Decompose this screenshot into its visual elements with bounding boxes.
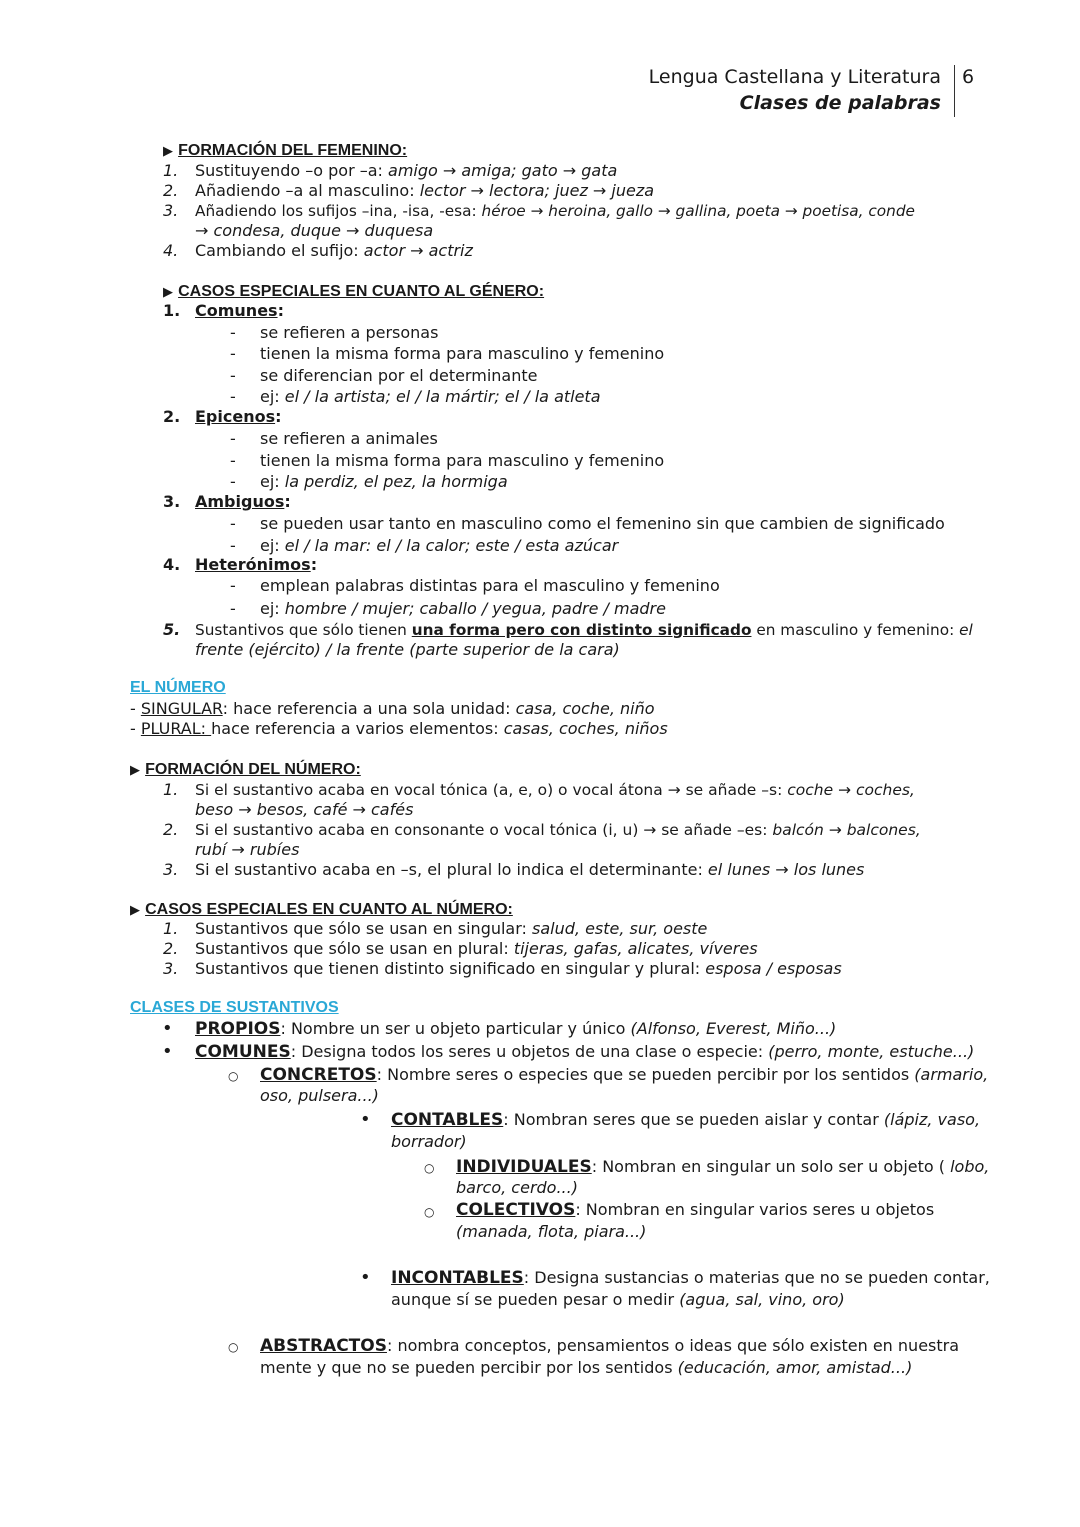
section-espnum-title: ▶ CASOS ESPECIALES EN CUANTO AL NÚMERO: — [130, 901, 513, 918]
header-divider — [954, 65, 955, 117]
list-number: 1. — [163, 919, 179, 938]
list-item: Sustituyendo –o por –a: amigo → amiga; gato → gata — [195, 161, 618, 180]
bullet-icon: • — [360, 1267, 371, 1288]
dash-marker: - — [230, 472, 236, 491]
header-topic: Clases de palabras — [739, 92, 941, 114]
dash-marker: - — [230, 344, 236, 363]
arrow-right-icon: ▶ — [163, 285, 173, 300]
list-item-continuation: rubí → rubíes — [195, 840, 300, 859]
list-item: Si el sustantivo acaba en consonante o vocal tónica (i, u) → se añade –es: balcón → balcones, — [195, 821, 921, 839]
comunes-item: COMUNES: Designa todos los seres u objetos de una clase o especie: (perro, monte, estuche...) — [195, 1042, 975, 1062]
dash-marker: - — [230, 387, 236, 406]
contables-item: CONTABLES: Nombran seres que se pueden aislar y contar (lápiz, vaso, — [391, 1110, 981, 1130]
example-line: ej: hombre / mujer; caballo / yegua, padre / madre — [260, 599, 666, 618]
circle-bullet-icon: ○ — [424, 1161, 435, 1175]
incontables-item: INCONTABLES: Designa sustancias o materias que no se pueden contar, — [391, 1268, 990, 1288]
example-line: ej: el / la artista; el / la mártir; el / la atleta — [260, 387, 601, 406]
header-subject: Lengua Castellana y Literatura — [648, 66, 941, 88]
detail-line: emplean palabras distintas para el masculino y femenino — [260, 576, 720, 595]
section-clases-title: CLASES DE SUSTANTIVOS — [130, 999, 339, 1016]
list-number: 2. — [163, 820, 179, 839]
detail-line: se pueden usar tanto en masculino como el femenino sin que cambien de significado — [260, 514, 945, 533]
list-number: 4. — [163, 241, 179, 260]
abstractos-item: ABSTRACTOS: nombra conceptos, pensamientos o ideas que sólo existen en nuestra — [260, 1336, 960, 1356]
concretos-continuation: oso, pulsera...) — [260, 1086, 379, 1105]
detail-line: se diferencian por el determinante — [260, 366, 538, 385]
concretos-item: CONCRETOS: Nombre seres o especies que se pueden percibir por los sentidos (armario, — [260, 1065, 989, 1085]
dash-marker: - — [230, 536, 236, 555]
contables-continuation: borrador) — [391, 1132, 467, 1151]
individuales-item: INDIVIDUALES: Nombran en singular un solo ser u objeto ( lobo, — [456, 1157, 990, 1177]
section-formnum-title: ▶ FORMACIÓN DEL NÚMERO: — [130, 761, 361, 778]
list-item: Sustantivos que sólo se usan en singular: salud, este, sur, oeste — [195, 919, 708, 938]
abstractos-continuation: mente y que no se pueden percibir por los sentidos (educación, amor, amistad...) — [260, 1358, 913, 1377]
circle-bullet-icon: ○ — [228, 1069, 239, 1083]
list-item: Sustantivos que sólo tienen una forma pero con distinto significado en masculino y femenino: el — [195, 621, 973, 639]
circle-bullet-icon: ○ — [424, 1205, 435, 1219]
list-item: Añadiendo los sufijos –ina, -isa, -esa: héroe → heroina, gallo → gallina, poeta → poetisa, conde — [195, 202, 915, 220]
detail-line: tienen la misma forma para masculino y femenino — [260, 451, 665, 470]
plural-line: - PLURAL: hace referencia a varios elementos: casas, coches, niños — [130, 719, 668, 738]
list-number: 2. — [163, 939, 179, 958]
list-item-continuation: → condesa, duque → duquesa — [195, 221, 434, 240]
category-label: Heterónimos: — [195, 555, 318, 574]
detail-line: se refieren a animales — [260, 429, 438, 448]
category-label: Ambiguos: — [195, 492, 291, 511]
circle-bullet-icon: ○ — [228, 1340, 239, 1354]
list-number: 1. — [163, 161, 179, 180]
list-number: 2. — [163, 407, 181, 426]
list-number: 3. — [163, 201, 179, 220]
dash-marker: - — [230, 576, 236, 595]
colectivos-continuation: (manada, flota, piara...) — [456, 1222, 647, 1241]
category-label: Epicenos: — [195, 407, 282, 426]
list-number: 3. — [163, 959, 179, 978]
section-femenino-title: ▶ FORMACIÓN DEL FEMENINO: — [163, 142, 408, 159]
list-item: Si el sustantivo acaba en –s, el plural lo indica el determinante: el lunes → los lunes — [195, 860, 865, 879]
detail-line: se refieren a personas — [260, 323, 439, 342]
list-item-continuation: beso → besos, café → cafés — [195, 800, 414, 819]
bullet-icon: • — [162, 1018, 173, 1039]
dash-marker: - — [230, 323, 236, 342]
section-numero-title: EL NÚMERO — [130, 679, 226, 696]
propios-item: PROPIOS: Nombre un ser u objeto particular y único (Alfonso, Everest, Miño...) — [195, 1019, 837, 1039]
list-number: 2. — [163, 181, 179, 200]
list-item: Sustantivos que sólo se usan en plural: tijeras, gafas, alicates, víveres — [195, 939, 758, 958]
individuales-continuation: barco, cerdo...) — [456, 1178, 578, 1197]
colectivos-item: COLECTIVOS: Nombran en singular varios seres u objetos — [456, 1200, 935, 1220]
list-number: 5. — [163, 620, 181, 639]
example-line: ej: la perdiz, el pez, la hormiga — [260, 472, 508, 491]
arrow-right-icon: ▶ — [130, 903, 140, 918]
dash-marker: - — [230, 429, 236, 448]
detail-line: tienen la misma forma para masculino y femenino — [260, 344, 665, 363]
arrow-right-icon: ▶ — [163, 144, 173, 159]
section-genero-title: ▶ CASOS ESPECIALES EN CUANTO AL GÉNERO: — [163, 283, 545, 300]
list-item: Cambiando el sufijo: actor → actriz — [195, 241, 473, 260]
list-number: 3. — [163, 492, 181, 511]
page-number: 6 — [962, 66, 975, 88]
bullet-icon: • — [360, 1109, 371, 1130]
category-label: Comunes: — [195, 301, 284, 320]
example-line: ej: el / la mar: el / la calor; este / esta azúcar — [260, 536, 619, 555]
list-item: Añadiendo –a al masculino: lector → lectora; juez → jueza — [195, 181, 655, 200]
incontables-continuation: aunque sí se pueden pesar o medir (agua, sal, vino, oro) — [391, 1290, 845, 1309]
list-item-continuation: frente (ejército) / la frente (parte superior de la cara) — [195, 640, 620, 659]
list-item: Sustantivos que tienen distinto significado en singular y plural: esposa / esposas — [195, 959, 842, 978]
dash-marker: - — [230, 366, 236, 385]
list-number: 1. — [163, 780, 179, 799]
dash-marker: - — [230, 599, 236, 618]
singular-line: - SINGULAR: hace referencia a una sola unidad: casa, coche, niño — [130, 699, 655, 718]
list-number: 3. — [163, 860, 179, 879]
dash-marker: - — [230, 451, 236, 470]
dash-marker: - — [230, 514, 236, 533]
list-number: 4. — [163, 555, 181, 574]
list-item: Si el sustantivo acaba en vocal tónica (a, e, o) o vocal átona → se añade –s: coche → coches, — [195, 781, 915, 799]
list-number: 1. — [163, 301, 181, 320]
bullet-icon: • — [162, 1041, 173, 1062]
arrow-right-icon: ▶ — [130, 763, 140, 778]
